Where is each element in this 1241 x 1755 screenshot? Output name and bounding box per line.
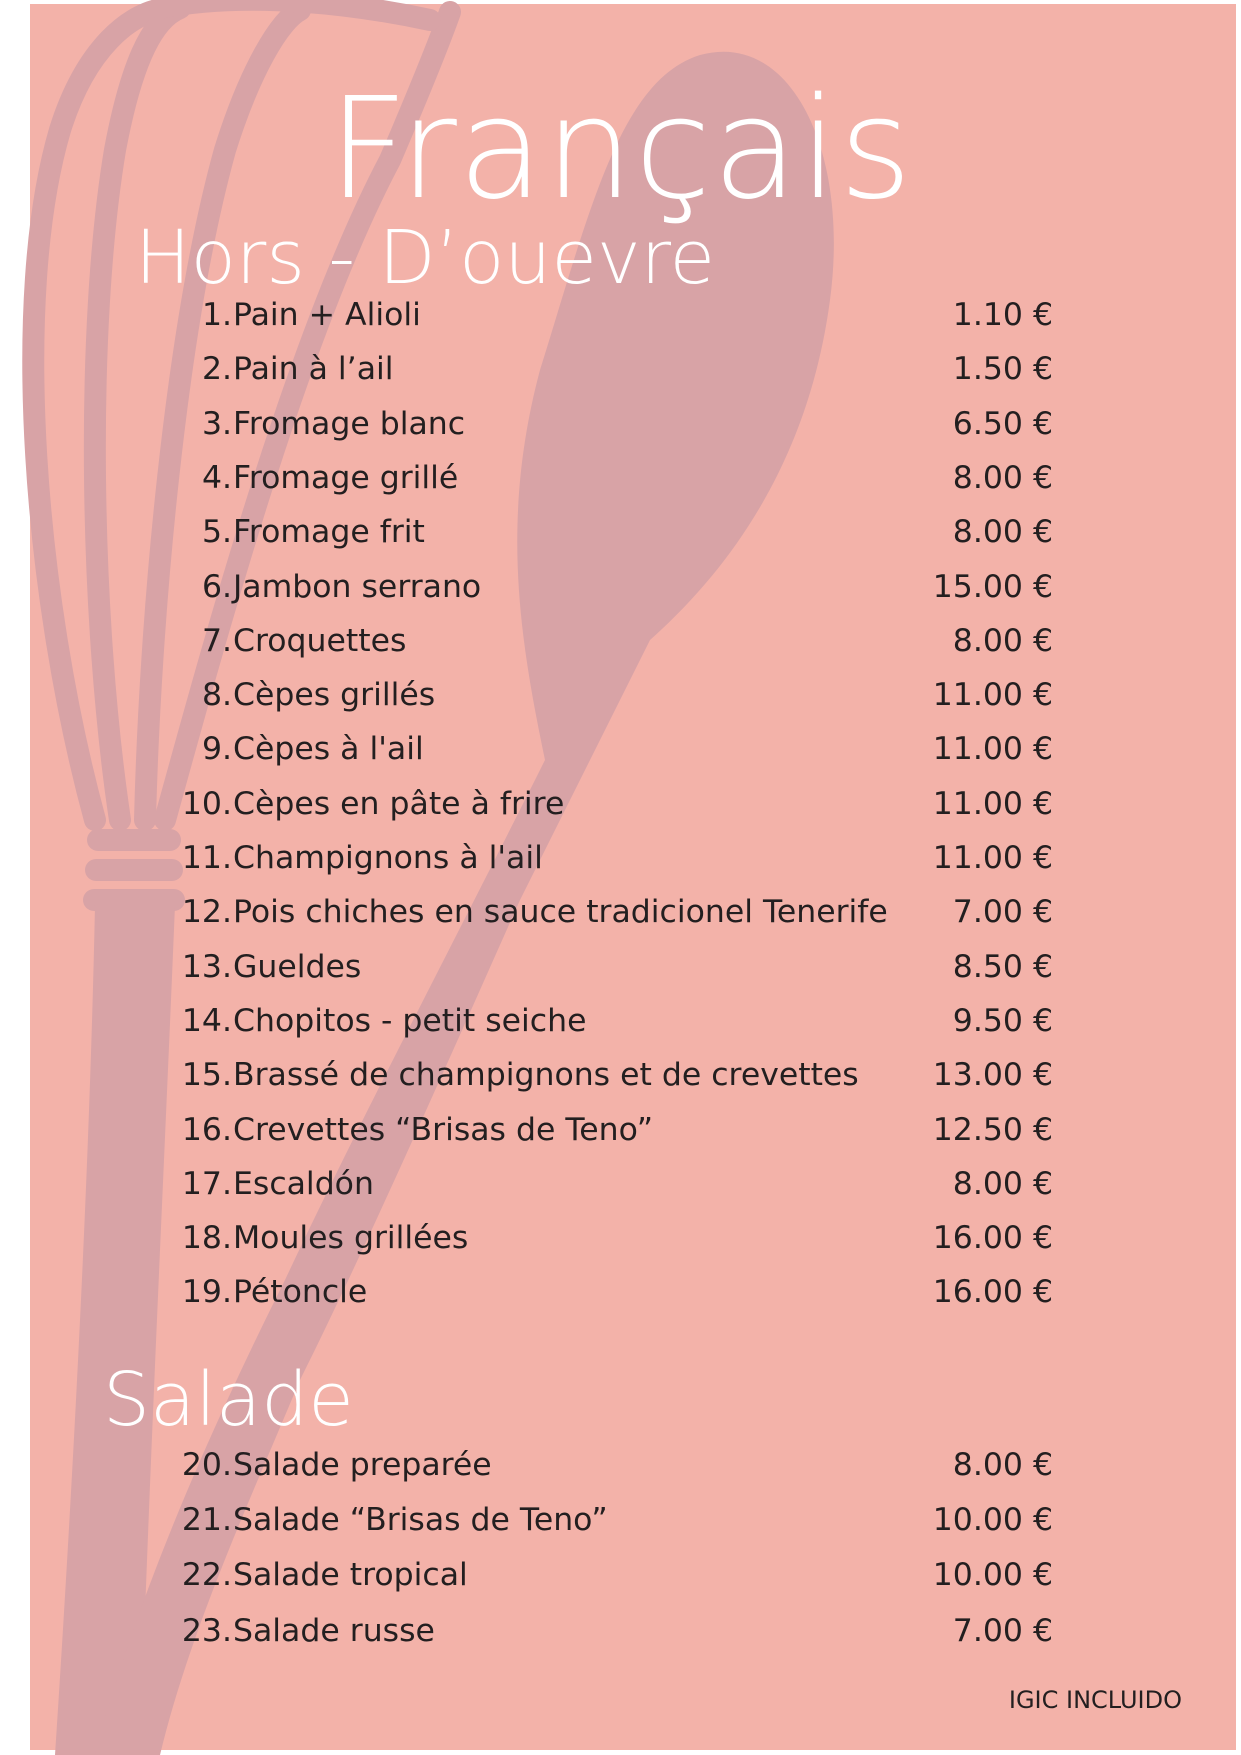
menu-item-number: 17. bbox=[181, 1166, 232, 1202]
menu-item-name: Cèpes à l'ail bbox=[233, 731, 424, 767]
menu-item-number: 13. bbox=[181, 949, 232, 985]
menu-item-price: 1.50 € bbox=[952, 351, 1053, 387]
menu-item-name: Gueldes bbox=[233, 949, 362, 985]
menu-item-name: Pois chiches en sauce tradicionel Tenerife bbox=[233, 894, 888, 930]
menu-item-price: 16.00 € bbox=[932, 1220, 1053, 1256]
menu-item-number: 21. bbox=[181, 1502, 232, 1538]
menu-item-price: 6.50 € bbox=[952, 406, 1053, 442]
menu-item-number: 18. bbox=[181, 1220, 232, 1256]
menu-item-price: 11.00 € bbox=[932, 677, 1053, 713]
menu-item-name: Fromage frit bbox=[233, 514, 425, 550]
menu-item-number: 8. bbox=[201, 677, 232, 713]
menu-item-name: Pain à l’ail bbox=[233, 351, 394, 387]
menu-item bbox=[0, 399, 1241, 449]
menu-item-number: 19. bbox=[181, 1274, 232, 1310]
menu-item bbox=[0, 507, 1241, 557]
menu-item bbox=[0, 616, 1241, 666]
menu-item-price: 7.00 € bbox=[952, 1613, 1053, 1649]
menu-item-number: 4. bbox=[201, 460, 232, 496]
menu-item-name: Cèpes grillés bbox=[233, 677, 436, 713]
menu-item bbox=[0, 562, 1241, 612]
menu-item-number: 1. bbox=[201, 297, 232, 333]
menu-item-name: Salade tropical bbox=[233, 1557, 468, 1593]
menu-item-name: Salade “Brisas de Teno” bbox=[233, 1502, 608, 1538]
menu-item-name: Chopitos - petit seiche bbox=[233, 1003, 587, 1039]
menu-item-price: 16.00 € bbox=[932, 1274, 1053, 1310]
menu-item-name: Salade russe bbox=[233, 1613, 435, 1649]
section-title-salade: Salade bbox=[103, 1357, 354, 1443]
menu-item bbox=[0, 887, 1241, 937]
menu-item-number: 10. bbox=[181, 786, 232, 822]
menu-item-price: 15.00 € bbox=[932, 569, 1053, 605]
menu-item-number: 6. bbox=[201, 569, 232, 605]
menu-item-number: 15. bbox=[181, 1057, 232, 1093]
menu-item bbox=[0, 1440, 1241, 1490]
menu-item-price: 8.00 € bbox=[952, 1166, 1053, 1202]
menu-item-price: 11.00 € bbox=[932, 731, 1053, 767]
tax-note: IGIC INCLUIDO bbox=[1008, 1686, 1182, 1714]
menu-item-name: Fromage blanc bbox=[233, 406, 466, 442]
menu-item bbox=[0, 833, 1241, 883]
menu-item-name: Moules grillées bbox=[233, 1220, 469, 1256]
menu-item bbox=[0, 1105, 1241, 1155]
menu-item-name: Fromage grillé bbox=[233, 460, 459, 496]
menu-item bbox=[0, 344, 1241, 394]
menu-item-number: 16. bbox=[181, 1112, 232, 1148]
menu-item bbox=[0, 1495, 1241, 1545]
menu-item-price: 13.00 € bbox=[932, 1057, 1053, 1093]
menu-item-number: 22. bbox=[181, 1557, 232, 1593]
menu-item-price: 8.00 € bbox=[952, 1447, 1053, 1483]
menu-item-number: 3. bbox=[201, 406, 232, 442]
menu-item-name: Pétoncle bbox=[233, 1274, 368, 1310]
menu-item bbox=[0, 942, 1241, 992]
menu-item-number: 5. bbox=[201, 514, 232, 550]
menu-item-price: 8.00 € bbox=[952, 514, 1053, 550]
menu-item-name: Brassé de champignons et de crevettes bbox=[233, 1057, 859, 1093]
menu-item bbox=[0, 779, 1241, 829]
menu-item-number: 23. bbox=[181, 1613, 232, 1649]
menu-item bbox=[0, 1050, 1241, 1100]
menu-item-number: 2. bbox=[201, 351, 232, 387]
menu-item-price: 7.00 € bbox=[952, 894, 1053, 930]
menu-item bbox=[0, 1213, 1241, 1263]
menu-item bbox=[0, 1159, 1241, 1209]
menu-item-price: 10.00 € bbox=[932, 1557, 1053, 1593]
menu-item-price: 10.00 € bbox=[932, 1502, 1053, 1538]
menu-item-name: Croquettes bbox=[233, 623, 407, 659]
menu-item-number: 20. bbox=[181, 1447, 232, 1483]
menu-item-price: 12.50 € bbox=[932, 1112, 1053, 1148]
menu-item-name: Cèpes en pâte à frire bbox=[233, 786, 565, 822]
menu-item bbox=[0, 453, 1241, 503]
menu-item bbox=[0, 670, 1241, 720]
menu-item-price: 1.10 € bbox=[952, 297, 1053, 333]
section-title-hors-doeuvre: Hors - D’ouevre bbox=[135, 215, 715, 301]
menu-item-price: 8.00 € bbox=[952, 623, 1053, 659]
menu-item-number: 12. bbox=[181, 894, 232, 930]
menu-item bbox=[0, 996, 1241, 1046]
menu-item-price: 11.00 € bbox=[932, 840, 1053, 876]
menu-item-number: 9. bbox=[201, 731, 232, 767]
menu-item bbox=[0, 1550, 1241, 1600]
menu-item-name: Crevettes “Brisas de Teno” bbox=[233, 1112, 654, 1148]
page-title: Français bbox=[327, 68, 914, 231]
menu-item bbox=[0, 1606, 1241, 1656]
menu-item-number: 11. bbox=[181, 840, 232, 876]
menu-item-name: Champignons à l'ail bbox=[233, 840, 543, 876]
menu-item-name: Escaldón bbox=[233, 1166, 374, 1202]
menu-item bbox=[0, 724, 1241, 774]
menu-item-name: Jambon serrano bbox=[233, 569, 482, 605]
menu-item-price: 9.50 € bbox=[952, 1003, 1053, 1039]
menu-item bbox=[0, 1267, 1241, 1317]
menu-item-number: 14. bbox=[181, 1003, 232, 1039]
menu-item-price: 8.00 € bbox=[952, 460, 1053, 496]
menu-item-number: 7. bbox=[201, 623, 232, 659]
menu-item-name: Salade preparée bbox=[233, 1447, 492, 1483]
menu-item-name: Pain + Alioli bbox=[233, 297, 421, 333]
menu-item-price: 8.50 € bbox=[952, 949, 1053, 985]
menu-item-price: 11.00 € bbox=[932, 786, 1053, 822]
menu-item bbox=[0, 290, 1241, 340]
